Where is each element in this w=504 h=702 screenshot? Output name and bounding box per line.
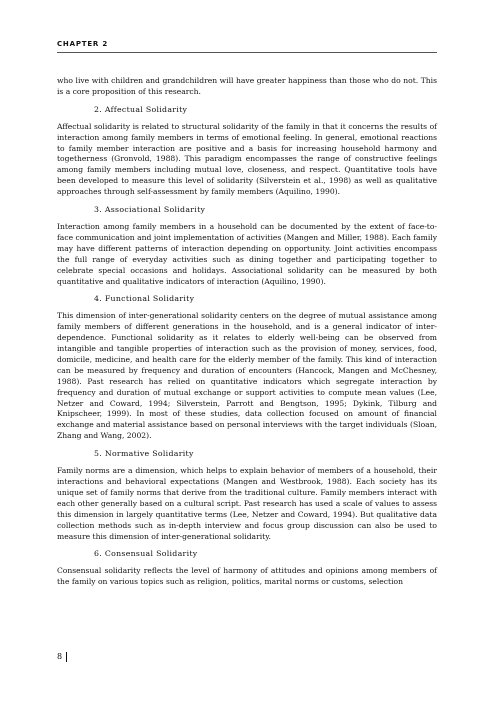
chapter-header: CHAPTER 2 bbox=[57, 40, 108, 48]
body-text bbox=[57, 76, 437, 588]
page-number: 8 bbox=[57, 652, 63, 661]
heading-functional-solidarity: 4. Functional Solidarity bbox=[94, 294, 195, 304]
heading-normative-solidarity: 5. Normative Solidarity bbox=[94, 449, 194, 459]
heading-associational-solidarity: 3. Associational Solidarity bbox=[94, 205, 206, 215]
footer-divider bbox=[66, 652, 67, 662]
heading-consensual-solidarity: 6. Consensual Solidarity bbox=[94, 549, 198, 559]
header-rule bbox=[57, 52, 437, 53]
paragraph-intro: who live with children and grandchildren will have greater happiness than those who do not. This is a core proposition of this research. bbox=[57, 76, 437, 96]
paragraph-associational: Interaction among family members in a household can be documented by the extent of face-to-face communication and joint implementation of activities (Mangen and Miller, 1988). Each family may have different patterns of interaction depending on opportunity. Joint activities encompass the full range of everyday activities such as dining together and participating together to celebrate special occasions and holidays. Associational solidarity can be measured by both quantitative and qualitative indicators of interaction (Aquilino, 1990). bbox=[57, 221, 437, 286]
paragraph-normative: Family norms are a dimension, which helps to explain behavior of members of a household, their interactions and behavioral expectations (Mangen and Westbrook, 1988). Each society has its unique set of family norms that derive from the traditional culture. Family members interact with each other generally based on a cultural script. Past research has used a scale of values to assess this dimension in largely quantitative terms (Lee, Netzer and Coward, 1994). But qualitative data collection methods such as in-depth interview and focus group discussion can also be used to measure this dimension of inter-generational solidarity. bbox=[57, 466, 437, 541]
paragraph-affectual: Affectual solidarity is related to structural solidarity of the family in that it concerns the results of interaction among family members in terms of emotional feeling. In general, emotional reactions to family member interaction are positive and a basis for increasing household harmony and togetherness (Gronvold, 1988). This paradigm encompasses the range of constructive feelings among family members including mutual love, closeness, and respect. Quantitative tools have been developed to measure this level of solidarity (Silverstein et al., 1998) as well as qualitative approaches through self-assessment by family members (Aquilino, 1990). bbox=[57, 121, 437, 197]
paragraph-functional: This dimension of inter-generational solidarity centers on the degree of mutual assistance among family members of different generations in the household, and is a general indicator of inter-dependence. Functional solidarity as it relates to elderly well-being can be observed from intangible and tangible properties of interaction such as the provision of money, services, food, domicile, medicine, and health care for the elderly member of the family. This kind of interaction can be measured by frequency and duration of encounters (Hancock, Mangen and McChesney, 1988). Past research has relied on quantitative indicators which segregate interaction by frequency and duration of mutual exchange or support activities to compute mean values (Lee, Netzer and Coward, 1994; Silverstein, Parrott and Bengtson, 1995; Dykink, Tilburg and Knipscheer, 1999). In most of these studies, data collection focused on amount of financial exchange and material assistance based on personal interviews with the target individuals (Sloan, Zhang and Wang, 2002). bbox=[57, 311, 437, 441]
heading-affectual-solidarity: 2. Affectual Solidarity bbox=[94, 104, 188, 114]
page-footer bbox=[57, 652, 67, 662]
paragraph-consensual: Consensual solidarity reflects the level of harmony of attitudes and opinions among members of the family on various topics such as religion, politics, marital norms or customs, selection bbox=[57, 566, 437, 587]
